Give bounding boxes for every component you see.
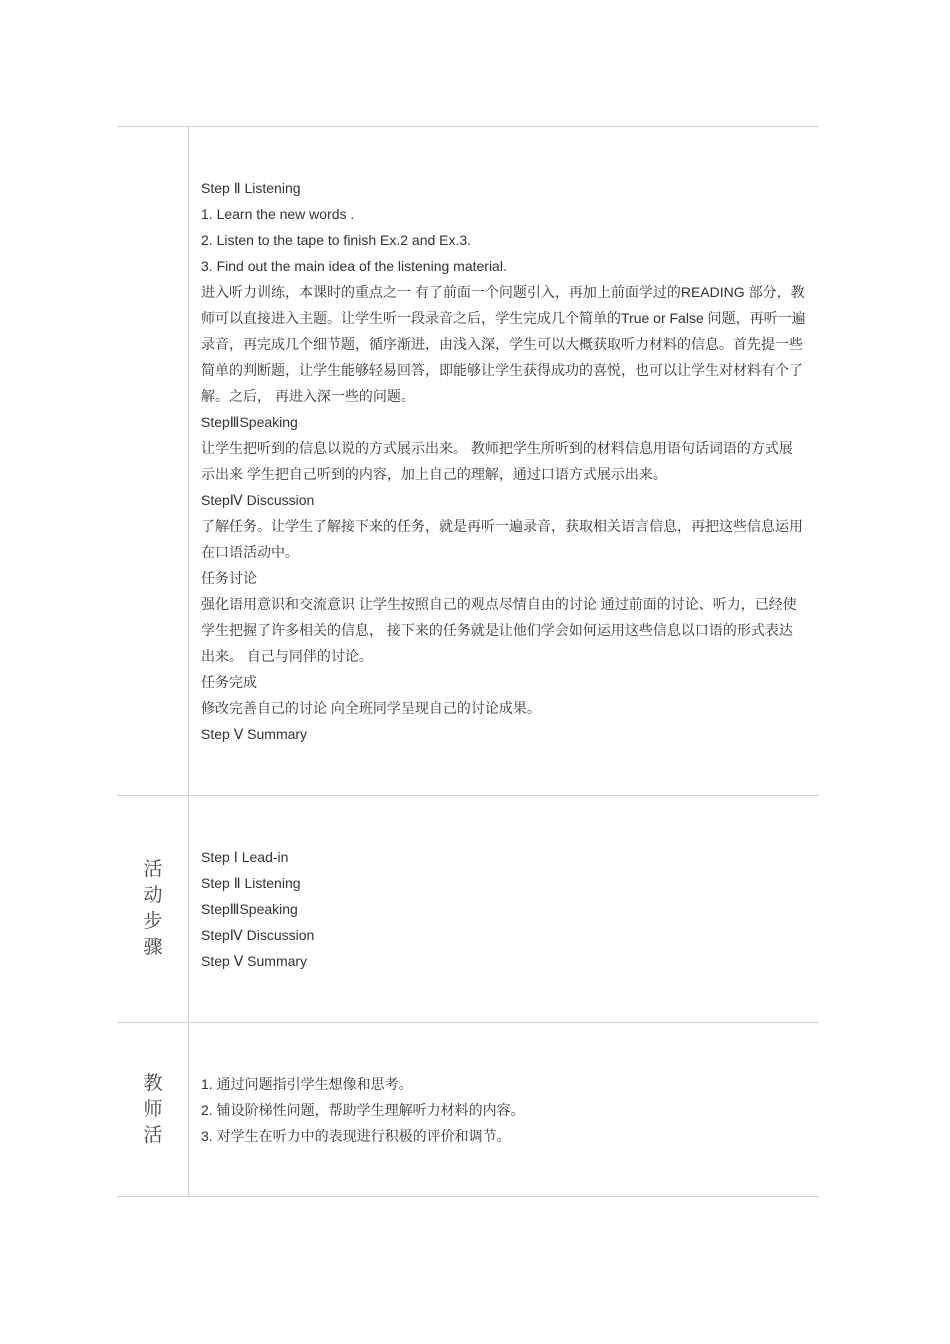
row3-label-char: 师 [143, 1099, 163, 1120]
row1-line: 3. Find out the main idea of the listening material. [201, 258, 507, 274]
row2-label-char: 活 [143, 859, 163, 880]
row1-line: 学生把握了许多相关的信息， 接下来的任务就是让他们学会如何运用这些信息以口语的形式表达 [201, 622, 793, 638]
row1-line: 任务完成 [201, 674, 257, 690]
row1-line: 示出来 学生把自己听到的内容，加上自己的理解，通过口语方式展示出来。 [201, 466, 667, 482]
row1-line: 任务讨论 [201, 570, 257, 586]
row3-line: 1. 通过问题指引学生想像和思考。 [201, 1076, 413, 1092]
row1-line: 2. Listen to the tape to finish Ex.2 and Ex.3. [201, 232, 472, 248]
row3-line: 3. 对学生在听力中的表现进行积极的评价和调节。 [201, 1128, 511, 1144]
row2-line: StepⅢSpeaking [201, 901, 298, 917]
row2-line: StepⅣ Discussion [201, 927, 315, 943]
row-divider-1 [117, 795, 819, 796]
row1-line: 出来。 自己与同伴的讨论。 [201, 648, 373, 664]
row3-label-char: 活 [143, 1125, 163, 1146]
row3-label-char: 教 [143, 1073, 163, 1094]
row1-line: StepⅣ Discussion [201, 492, 315, 508]
row1-line: 录音，再完成几个细节题，循序渐进，由浅入深，学生可以大概获取听力材料的信息。首先提一些 [201, 336, 803, 352]
row2-label [128, 857, 178, 961]
row1-line: 简单的判断题，让学生能够轻易回答，即能够让学生获得成功的喜悦，也可以让学生对材料有个了 [201, 362, 803, 378]
row1-line: 进入听力训练，本课时的重点之一 有了前面一个问题引入，再加上前面学过的READING 部分，教 [201, 284, 805, 300]
row1-line: Step Ⅱ Listening [201, 180, 301, 196]
row2-line: Step Ⅱ Listening [201, 875, 301, 891]
row2-line: Step Ⅴ Summary [201, 953, 308, 969]
row3-content [201, 1071, 811, 1149]
table-bottom-border [117, 1196, 819, 1197]
column-divider [188, 126, 189, 1197]
row2-label-char: 步 [143, 911, 163, 932]
row2-label-char: 骤 [143, 937, 163, 958]
row1-line: 师可以直接进入主题。让学生听一段录音之后，学生完成几个简单的True or False 问题，再听一遍 [201, 310, 806, 326]
row1-line: 让学生把听到的信息以说的方式展示出来。 教师把学生所听到的材料信息用语句话词语的方式展 [201, 440, 793, 456]
row2-content [201, 844, 811, 974]
table-top-border [117, 126, 819, 127]
row3-line: 2. 铺设阶梯性问题，帮助学生理解听力材料的内容。 [201, 1102, 525, 1118]
row2-label-char: 动 [143, 885, 163, 906]
row1-line: 修改完善自己的讨论 向全班同学呈现自己的讨论成果。 [201, 700, 541, 716]
row1-line: Step Ⅴ Summary [201, 726, 308, 742]
row1-line: 了解任务。让学生了解接下来的任务，就是再听一遍录音，获取相关语言信息，再把这些信息运用 [201, 518, 803, 534]
row2-line: Step Ⅰ Lead-in [201, 849, 289, 865]
row3-label [128, 1071, 178, 1149]
row1-line: 解。之后， 再进入深一些的问题。 [201, 388, 415, 404]
row-divider-2 [117, 1022, 819, 1023]
row1-line: 1. Learn the new words . [201, 206, 355, 222]
row1-line: StepⅢSpeaking [201, 414, 298, 430]
row1-content [201, 175, 811, 747]
row1-line: 强化语用意识和交流意识 让学生按照自己的观点尽情自由的讨论 通过前面的讨论、听力，已经使 [201, 596, 797, 612]
row1-line: 在口语活动中。 [201, 544, 299, 560]
